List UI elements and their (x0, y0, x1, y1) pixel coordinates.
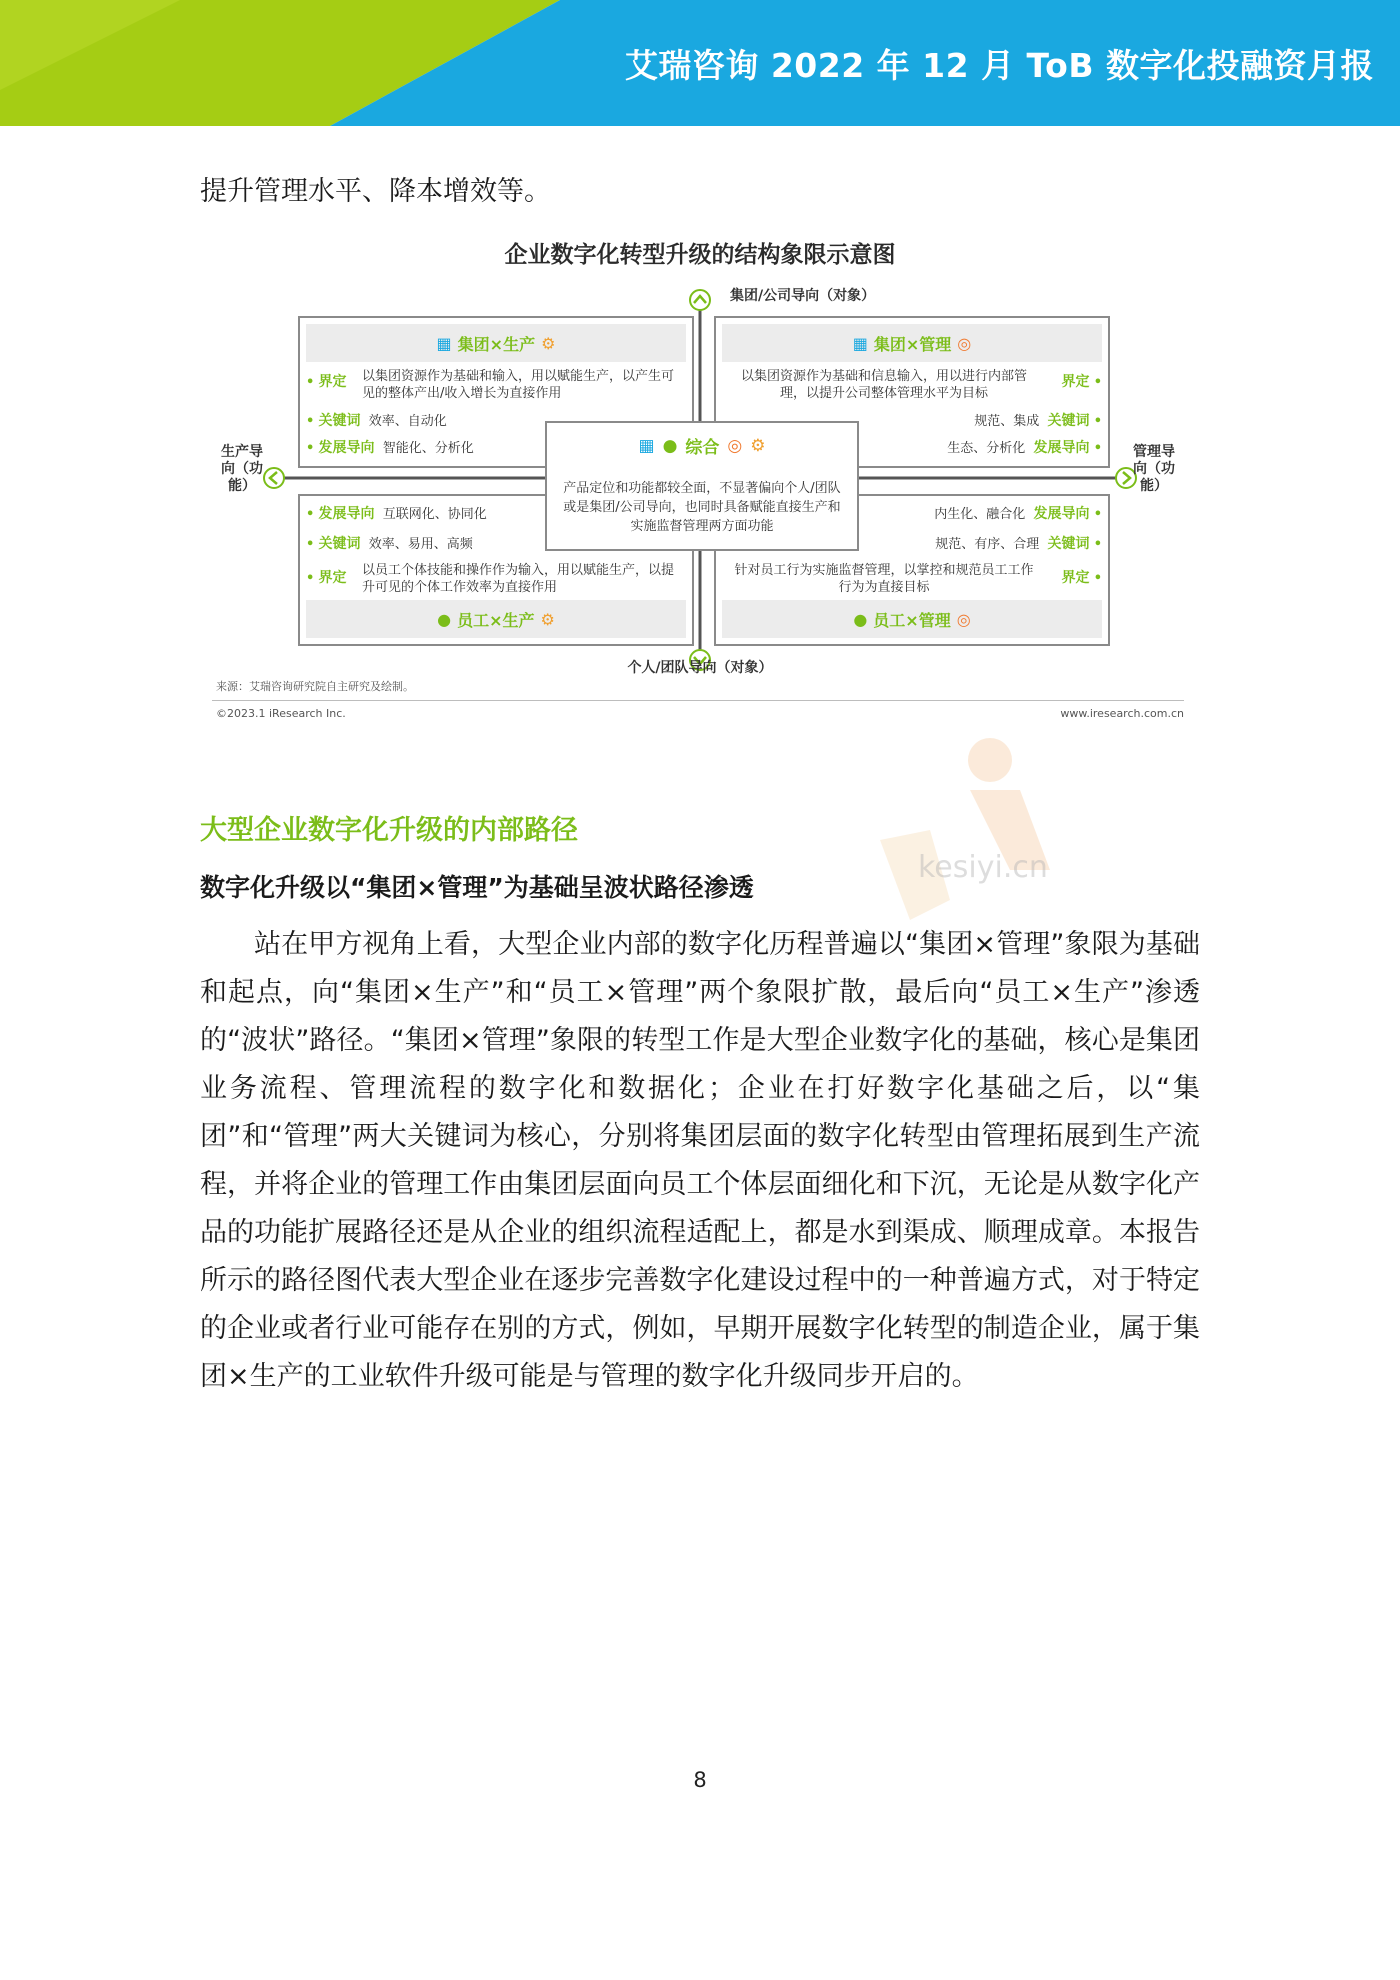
define-label: 界定 (1061, 374, 1090, 390)
axis-label-right: 管理导向（功能） (1133, 444, 1175, 494)
direction-label: 发展导向 (1033, 440, 1090, 456)
axis-label-bottom: 个人/团队导向（对象） (627, 660, 773, 676)
direction-label: 发展导向 (1033, 506, 1090, 522)
center-title: 综合 (685, 438, 720, 458)
figure-copyright: ©2023.1 iResearch Inc. (216, 707, 346, 720)
quadrant-title: 集团×生产 (457, 334, 536, 354)
define-text: 以集团资源作为基础和信息输入，用以进行内部管理，以提升公司整体管理水平为目标 (740, 369, 1027, 401)
figure-website: www.iresearch.com.cn (1060, 707, 1184, 720)
target-icon: ◎ (956, 609, 971, 629)
define-label: 界定 (1061, 570, 1090, 586)
subsection-title: 数字化升级以“集团×管理”为基础呈波状路径渗透 (200, 873, 754, 902)
define-text: 针对员工行为实施监督管理，以掌控和规范员工工作行为为直接目标 (734, 563, 1034, 595)
direction-text: 内生化、融合化 (934, 507, 1026, 522)
define-text: 以集团资源作为基础和输入，用以赋能生产，以产生可见的整体产出/收入增长为直接作用 (362, 369, 675, 401)
quadrant-header (722, 600, 1102, 638)
define-label-row: 界定 • (1061, 374, 1102, 390)
direction-row: • 发展导向 智能化、分析化 (306, 440, 474, 456)
header-banner (0, 0, 1400, 126)
quadrant-title: 员工×管理 (873, 610, 951, 630)
person-icon: ● (853, 609, 868, 629)
section-title: 大型企业数字化升级的内部路径 (200, 815, 578, 846)
quadrant-title: 员工×生产 (457, 610, 535, 630)
keyword-text: 规范、有序、合理 (935, 537, 1040, 552)
quadrant-diagram (200, 280, 1200, 720)
axis-label-top: 集团/公司导向（对象） (730, 288, 876, 304)
direction-row: 内生化、融合化 发展导向 • (934, 506, 1102, 522)
center-comprehensive-box (545, 421, 859, 551)
center-header (547, 433, 857, 458)
building-icon: ▦ (852, 333, 868, 353)
keyword-text: 效率、自动化 (368, 414, 447, 429)
keyword-label: 关键词 (318, 536, 361, 552)
building-icon: ▦ (436, 333, 452, 353)
watermark-text: kesiyi.cn (918, 850, 1048, 885)
keyword-text: 规范、集成 (974, 414, 1040, 429)
define-label-row: • 界定 (306, 570, 347, 586)
define-label: 界定 (318, 374, 347, 390)
target-icon: ◎ (727, 435, 743, 456)
define-text: 以员工个体技能和操作作为输入，用以赋能生产，以提升可见的个体工作效率为直接作用 (362, 563, 675, 595)
direction-label: 发展导向 (318, 506, 375, 522)
person-icon: ● (437, 609, 452, 629)
keyword-label: 关键词 (1047, 536, 1090, 552)
center-description: 产品定位和功能都较全面，不显著偏向个人/团队或是集团/公司导向，也同时具备赋能直接生产和实施监督管理两方面功能 (563, 481, 841, 534)
keyword-row: 规范、有序、合理 关键词 • (935, 536, 1102, 552)
axis-label-left: 生产导向（功能） (221, 444, 263, 494)
direction-text: 智能化、分析化 (382, 441, 474, 456)
quadrant-header (306, 324, 686, 362)
direction-row: 生态、分析化 发展导向 • (947, 440, 1102, 456)
keyword-text: 效率、易用、高频 (368, 537, 473, 552)
define-label: 界定 (318, 570, 347, 586)
keyword-row: 规范、集成 关键词 • (974, 413, 1102, 429)
report-title: 艾瑞咨询 2022 年 12 月 ToB 数字化投融资月报 (624, 46, 1374, 85)
body-paragraph: 站在甲方视角上看，大型企业内部的数字化历程普遍以“集团×管理”象限为基础和起点，向“集团×生产”和“员工×管理”两个象限扩散，最后向“员工×生产”渗透的“波状”路径。“集团×管理”象限的转型工作是大型企业数字化的基础，核心是集团业务流程、管理流程的数字化和数据化；企业在打好数字化基础之后，以“集团”和“管理”两大关键词为核心，分别将集团层面的数字化转型由管理拓展到生产流程，并将企业的管理工作由集团层面向员工个体层面细化和下沉，无论是从数字化产品的功能扩展路径还是从企业的组织流程适配上，都是水到渠成、顺理成章。本报告所示的路径图代表大型企业在逐步完善数字化建设过程中的一种普遍方式，对于特定的企业或者行业可能存在别的方式，例如，早期开展数字化转型的制造企业，属于集团×生产的工业软件升级可能是与管理的数字化升级同步开启的。 (200, 929, 1200, 1392)
direction-row: • 发展导向 互联网化、协同化 (306, 506, 487, 522)
figure-source: 来源：艾瑞咨询研究院自主研究及绘制。 (216, 680, 414, 693)
quadrant-header (306, 600, 686, 638)
gear-icon: ⚙ (540, 609, 555, 629)
target-icon: ◎ (957, 333, 972, 353)
define-label-row: • 界定 (306, 374, 347, 390)
keyword-row: • 关键词 效率、自动化 (306, 413, 447, 429)
gear-icon: ⚙ (750, 435, 766, 456)
page-number: 8 (693, 1768, 707, 1792)
person-icon: ● (662, 435, 678, 456)
quadrant-title: 集团×管理 (873, 334, 952, 354)
gear-icon: ⚙ (541, 333, 556, 353)
keyword-label: 关键词 (318, 413, 361, 429)
figure-title: 企业数字化转型升级的结构象限示意图 (504, 242, 896, 268)
direction-text: 生态、分析化 (947, 441, 1026, 456)
building-icon: ▦ (638, 435, 655, 456)
direction-text: 互联网化、协同化 (382, 507, 487, 522)
define-label-row: 界定 • (1061, 570, 1102, 586)
quadrant-header (722, 324, 1102, 362)
keyword-label: 关键词 (1047, 413, 1090, 429)
keyword-row: • 关键词 效率、易用、高频 (306, 536, 473, 552)
intro-paragraph: 提升管理水平、降本增效等。 (200, 176, 551, 207)
figure-divider (212, 700, 1184, 701)
direction-label: 发展导向 (318, 440, 375, 456)
